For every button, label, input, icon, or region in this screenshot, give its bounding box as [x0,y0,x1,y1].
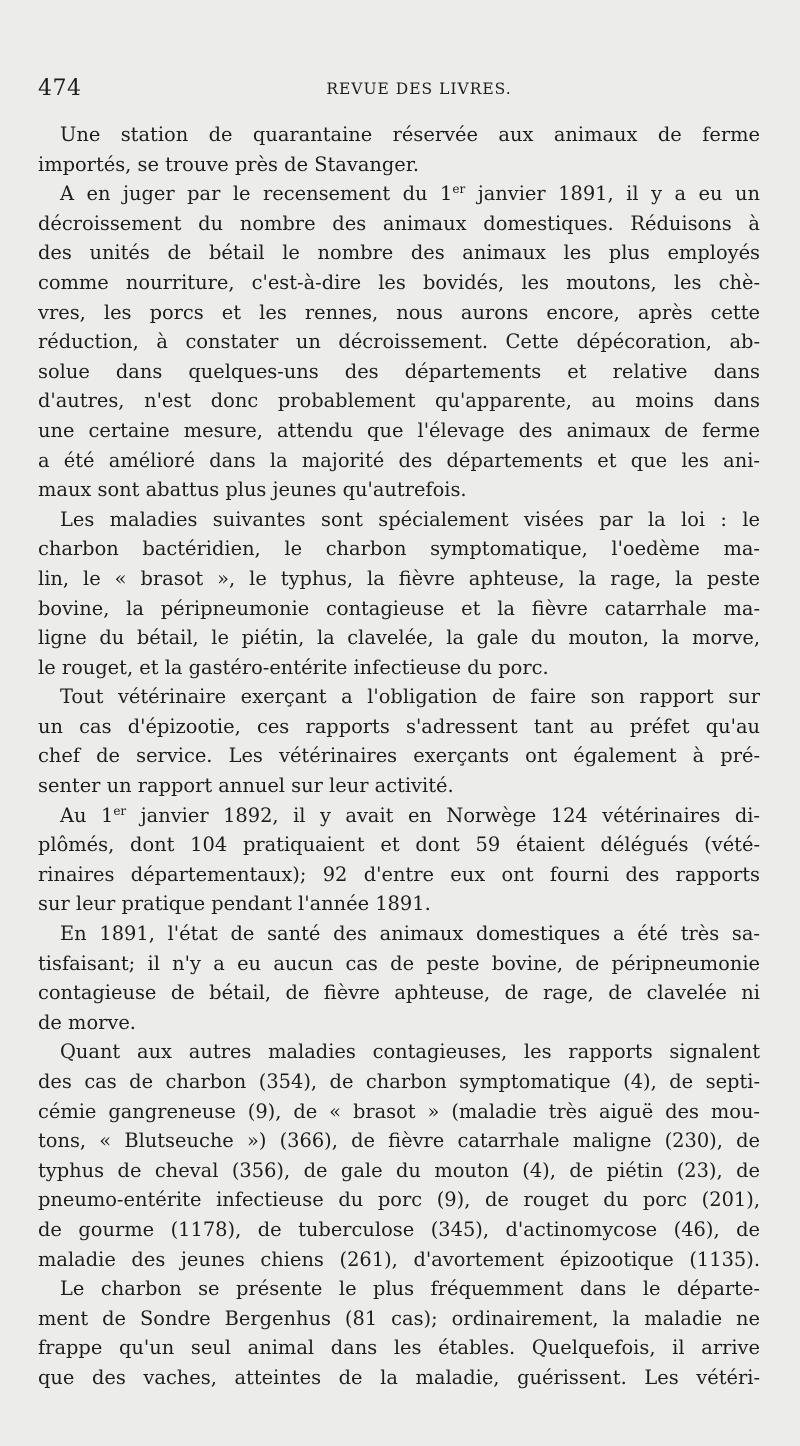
text-line: En 1891, l'état de santé des animaux domestiques a été très sa- [60,922,760,946]
text-line: de morve. [38,1010,136,1034]
text-line: rinaires départementaux); 92 d'entre eux ont fourni des rapports [38,862,760,886]
text-line: Tout vétérinaire exerçant a l'obligation de faire son rapport sur [60,685,760,709]
paragraph [38,1037,760,1274]
paragraph [38,801,760,919]
text-line: plômés, dont 104 pratiquaient et dont 59 étaient délégués (vété- [38,833,760,857]
text-line: Au 1er janvier 1892, il y avait en Norwège 124 vétérinaires di- [60,803,760,827]
text-line: lin, le « brasot », le typhus, la fièvre aphteuse, la rage, la peste [38,566,760,590]
paragraph [38,505,760,683]
text-line: tons, « Blutseuche ») (366), de fièvre catarrhale maligne (230), de [38,1129,760,1153]
paragraph [38,682,760,800]
text-line: chef de service. Les vétérinaires exerçants ont également à pré- [38,744,760,768]
body-text [38,120,760,1393]
page-number: 474 [38,76,82,101]
text-line: tisfaisant; il n'y a eu aucun cas de peste bovine, de péripneumonie [38,951,760,975]
text-line: ment de Sondre Bergenhus (81 cas); ordinairement, la maladie ne [38,1306,760,1330]
text-line: d'autres, n'est donc probablement qu'apparente, au moins dans [38,389,760,413]
text-line: Une station de quarantaine réservée aux animaux de ferme [60,123,760,146]
text-line: maladie des jeunes chiens (261), d'avortement épizootique (1135). [38,1247,760,1271]
text-line: typhus de cheval (356), de gale du mouton (4), de piétin (23), de [38,1158,760,1182]
paragraph [38,1274,760,1392]
text-line: réduction, à constater un décroissement. Cette dépécoration, ab- [38,330,760,354]
running-title: REVUE DES LIVRES. [326,80,512,98]
text-line: le rouget, et la gastéro-entérite infectieuse du porc. [38,655,549,679]
text-line: de gourme (1178), de tuberculose (345), d'actinomycose (46), de [38,1217,760,1241]
text-line: frappe qu'un seul animal dans les étables. Quelquefois, il arrive [38,1336,760,1360]
text-line: a été amélioré dans la majorité des départements et que les ani- [38,448,760,472]
text-line: des cas de charbon (354), de charbon symptomatique (4), de septi- [38,1070,760,1093]
text-line: solue dans quelques-uns des départements et relative dans [38,359,760,383]
text-line: comme nourriture, c'est-à-dire les bovidés, les moutons, les chè- [38,270,760,294]
text-line: charbon bactéridien, le charbon symptomatique, l'oedème ma- [38,537,760,561]
text-line: Quant aux autres maladies contagieuses, les rapports signalent [60,1040,760,1064]
text-line: contagieuse de bétail, de fièvre aphteuse, de rage, de clavelée ni [38,981,760,1005]
text-line: des unités de bétail le nombre des animaux les plus employés [38,241,760,265]
text-line: importés, se trouve près de Stavanger. [38,152,420,176]
text-line: un cas d'épizootie, ces rapports s'adressent tant au préfet qu'au [38,714,760,738]
text-line: une certaine mesure, attendu que l'élevage des animaux de ferme [38,418,760,442]
text-line: bovine, la péripneumonie contagieuse et la fièvre catarrhale ma- [38,596,760,620]
text-line: senter un rapport annuel sur leur activité. [38,774,454,798]
text-line: A en juger par le recensement du 1er janvier 1891, il y a eu un [60,182,760,206]
text-line: ligne du bétail, le piétin, la clavelée, la gale du mouton, la morve, [38,626,760,650]
text-line: que des vaches, atteintes de la maladie, guérissent. Les vétéri- [38,1365,760,1389]
paragraph [38,179,760,505]
text-line: Les maladies suivantes sont spécialement visées par la loi : le [60,507,760,531]
running-head [38,76,760,106]
text-line: vres, les porcs et les rennes, nous aurons encore, après cette [38,300,760,324]
text-line: décroissement du nombre des animaux domestiques. Réduisons à [38,211,760,235]
paragraph [38,120,760,179]
text-line: maux sont abattus plus jeunes qu'autrefois. [38,478,467,502]
text-line: Le charbon se présente le plus fréquemment dans le départe- [60,1277,760,1301]
text-line: cémie gangreneuse (9), de « brasot » (maladie très aiguë des mou- [38,1099,760,1123]
text-line: pneumo-entérite infectieuse du porc (9), de rouget du porc (201), [38,1188,760,1212]
paragraph [38,919,760,1037]
text-line: sur leur pratique pendant l'année 1891. [38,892,431,916]
